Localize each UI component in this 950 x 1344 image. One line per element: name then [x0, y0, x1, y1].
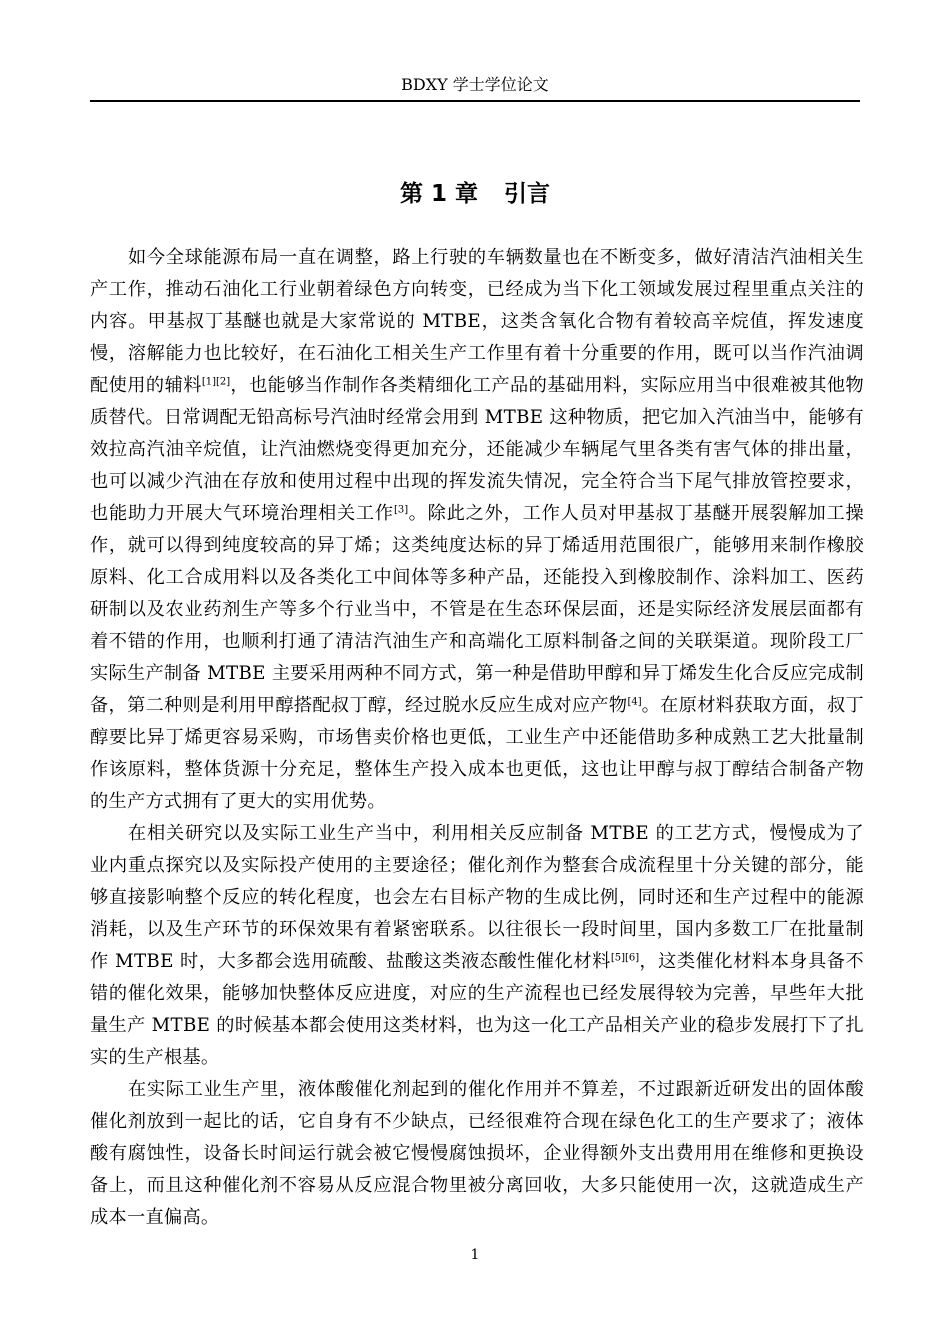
citation-3: [3]	[393, 504, 409, 516]
chapter-number: 第 1 章	[399, 181, 479, 207]
paragraph-2-text-2: ，这类催化材料本身具备不错的催化效果，能够加快整体反应进度，对应的生产流程也已经发展得较为完善，早些年大批量生产 MTBE 的时候基本都会使用这类材料，也为这一化工产品相关产业的稳步发展打下了扎实的生产根基。	[90, 951, 864, 1068]
paragraph-3	[90, 1074, 864, 1234]
paragraph-2-text-1: 在相关研究以及实际工业生产当中，利用相关反应制备 MTBE 的工艺方式，慢慢成为了业内重点探究以及实际投产使用的主要途径；催化剂作为整套合成流程里十分关键的部分，能够直接影响整个反应的转化程度，也会左右目标产物的生成比例，同时还和生产过程中的能源消耗，以及生产环节的环保效果有着紧密联系。以往很长一段时间里，国内多数工厂在批量制作 MTBE 时，大多都会选用硫酸、盐酸这类液态酸性催化材料	[90, 823, 864, 972]
page-number: 1	[470, 1247, 480, 1263]
running-header: BDXY 学士学位论文	[401, 75, 549, 94]
citation-1-2: [1][2]	[201, 376, 231, 388]
paragraph-1-text-2: ，也能够当作制作各类精细化工产品的基础用料，实际应用当中很难被其他物质替代。日常调配无铅高标号汽油时经常会用到 MTBE 这种物质，把它加入汽油当中，能够有效拉高汽油辛烷值，让汽油燃烧变得更加充分，还能减少车辆尾气里各类有害气体的排出量，也可以减少汽油在存放和使用过程中出现的挥发流失情况，完全符合当下尾气排放管控要求，也能助力开展大气环境治理相关工作	[90, 375, 864, 524]
chapter-title	[90, 176, 860, 212]
citation-4: [4]	[627, 696, 642, 708]
paragraph-1-text-3: 。除此之外，工作人员对甲基叔丁基醚开展裂解加工操作，就可以得到纯度较高的异丁烯；这类纯度达标的异丁烯适用范围很广，能够用来制作橡胶原料、化工合成用料以及各类化工中间体等多种产品，还能投入到橡胶制作、涂料加工、医药研制以及农业药剂生产等多个行业当中，不管是在生态环保层面，还是实际经济发展层面都有着不错的作用，也顺利打通了清洁汽油生产和高端化工原料制备之间的关联渠道。现阶段工厂实际生产制备 MTBE 主要采用两种不同方式，第一种是借助甲醇和异丁烯发生化合反应完成制备，第二种则是利用甲醇搭配叔丁醇，经过脱水反应生成对应产物	[90, 503, 864, 716]
paragraph-1-text-1: 如今全球能源布局一直在调整，路上行驶的车辆数量也在不断变多，做好清洁汽油相关生产工作，推动石油化工行业朝着绿色方向转变，已经成为当下化工领域发展过程里重点关注的内容。甲基叔丁基醚也就是大家常说的 MTBE，这类含氧化合物有着较高辛烷值，挥发速度慢，溶解能力也比较好，在石油化工相关生产工作里有着十分重要的作用，既可以当作汽油调配使用的辅料	[90, 247, 864, 396]
header-rule	[90, 100, 860, 102]
paragraph-2	[90, 818, 864, 1074]
chapter-name: 引言	[504, 181, 551, 207]
paragraph-3-text-1: 在实际工业生产里，液体酸催化剂起到的催化作用并不算差，不过跟新近研发出的固体酸催化剂放到一起比的话，它自身有不少缺点，已经很难符合现在绿色化工的生产要求了；液体酸有腐蚀性，设备长时间运行就会被它慢慢腐蚀损坏，企业得额外支出费用用在维修和更换设备上，而且这种催化剂不容易从反应混合物里被分离回收，大多只能使用一次，这就造成生产成本一直偏高。	[90, 1079, 864, 1228]
body-text	[90, 242, 864, 1234]
paragraph-1	[90, 242, 864, 818]
paragraph-1-text-4: 。在原材料获取方面，叔丁醇要比异丁烯更容易采购，市场售卖价格也更低，工业生产中还能借助多种成熟工艺大批量制作该原料，整体货源十分充足，整体生产投入成本也更低，这也让甲醇与叔丁醇结合制备产物的生产方式拥有了更大的实用优势。	[90, 695, 864, 812]
citation-5-6: [5][6]	[610, 952, 640, 964]
